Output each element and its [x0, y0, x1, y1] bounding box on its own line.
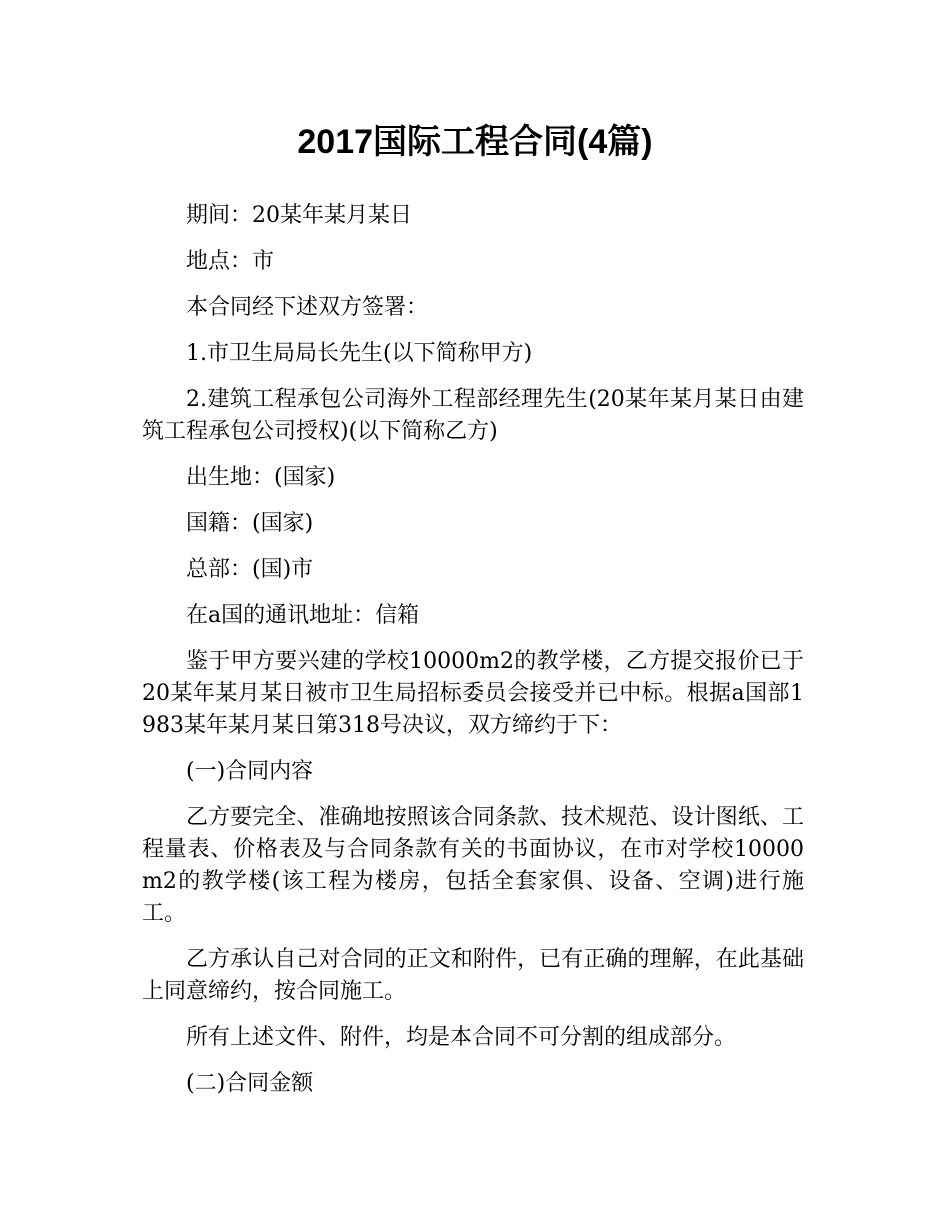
- paragraph-party-b: 2.建筑工程承包公司海外工程部经理先生(20某年某月某日由建筑工程承包公司授权)(以下简称乙方): [142, 387, 804, 444]
- section-heading-contract-amount: (二)合同金额: [186, 1071, 314, 1096]
- paragraph-nationality: 国籍：(国家): [186, 511, 314, 536]
- paragraph-integral-parts: 所有上述文件、附件，均是本合同不可分割的组成部分。: [186, 1025, 737, 1050]
- section-heading-contract-content: (一)合同内容: [186, 759, 314, 784]
- paragraph-mailing-address: 在a国的通讯地址：信箱: [186, 603, 420, 628]
- document-title: 2017国际工程合同(4篇): [297, 123, 653, 161]
- paragraph-period: 期间：20某年某月某日: [186, 203, 412, 228]
- paragraph-scope-of-work: 乙方要完全、准确地按照该合同条款、技术规范、设计图纸、工程量表、价格表及与合同条款有关的书面协议，在市对学校10000m2的教学楼(该工程为楼房，包括全套家俱、设备、空调)进行施工。: [142, 805, 804, 926]
- paragraph-headquarters: 总部：(国)市: [186, 557, 314, 582]
- paragraph-location: 地点：市: [186, 249, 275, 274]
- paragraph-birthplace: 出生地：(国家): [186, 465, 336, 490]
- paragraph-acknowledgement: 乙方承认自己对合同的正文和附件，已有正确的理解，在此基础上同意缔约，按合同施工。: [142, 947, 804, 1004]
- paragraph-signatories-intro: 本合同经下述双方签署：: [186, 295, 429, 320]
- document-body: [142, 200, 804, 1114]
- paragraph-whereas: 鉴于甲方要兴建的学校10000m2的教学楼，乙方提交报价已于20某年某月某日被市卫生局招标委员会接受并已中标。根据a国部1983某年某月某日第318号决议，双方缔约于下：: [142, 649, 804, 738]
- paragraph-party-a: 1.市卫生局局长先生(以下简称甲方): [186, 341, 533, 366]
